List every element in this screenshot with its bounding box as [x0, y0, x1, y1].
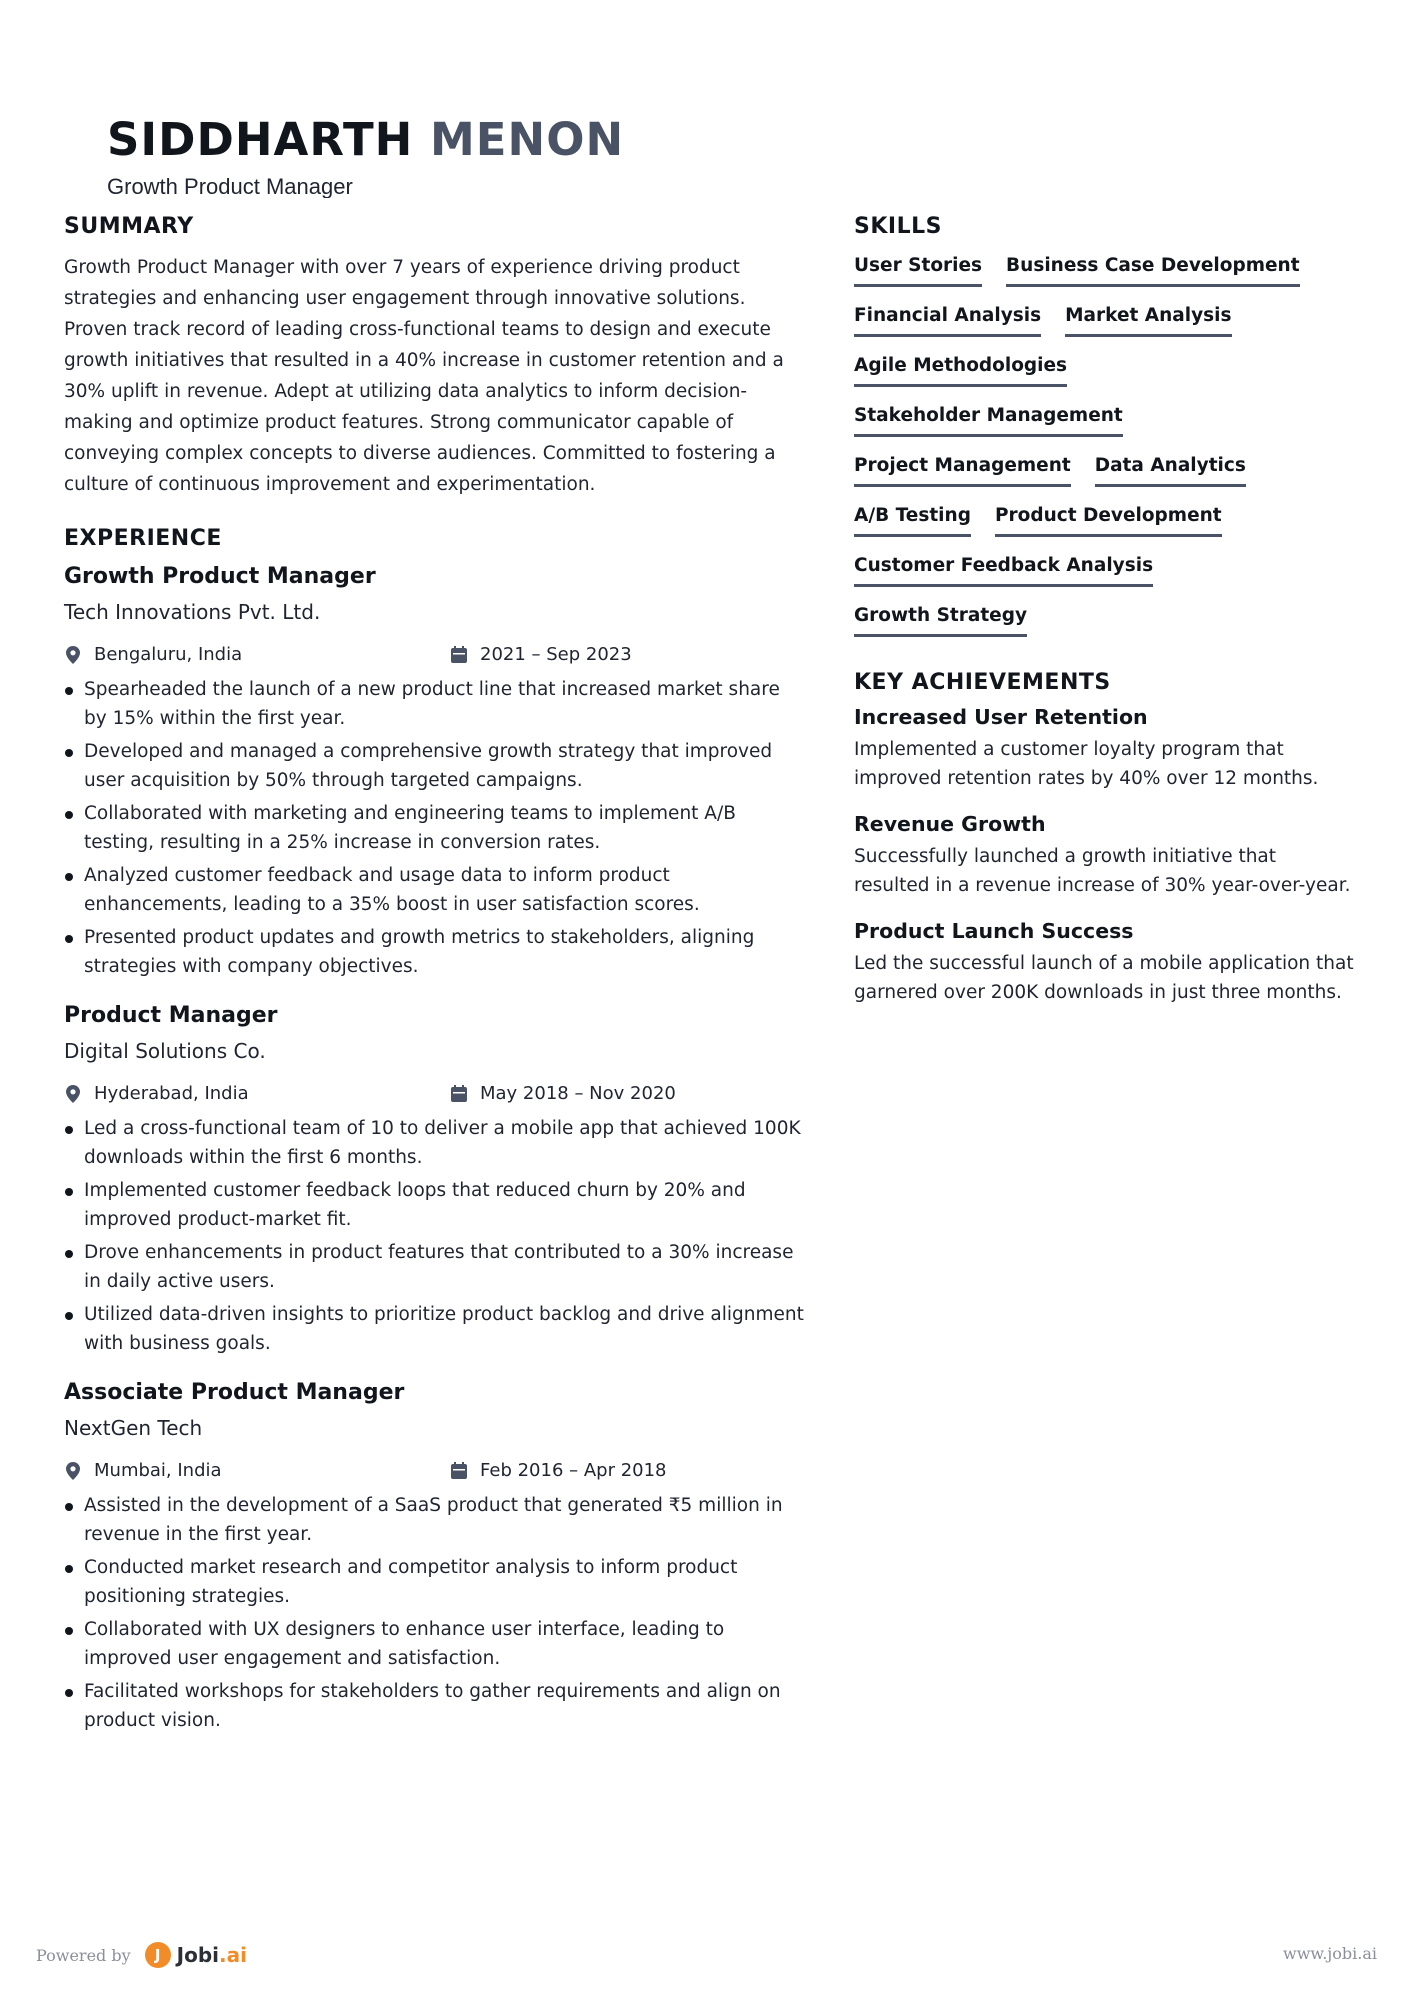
list-item: Conducted market research and competitor analysis to inform product positioning strategies.	[64, 1554, 804, 1611]
job-entry	[64, 560, 804, 981]
experience-title: EXPERIENCE	[64, 526, 222, 551]
achievement-title: Increased User Retention	[854, 705, 1148, 729]
job-dates-text: Feb 2016 – Apr 2018	[480, 1460, 667, 1481]
job-dates	[450, 1460, 667, 1481]
location-pin-icon	[64, 645, 82, 665]
calendar-icon	[450, 1084, 468, 1104]
job-meta	[64, 1456, 804, 1486]
jobi-wordmark	[177, 1943, 247, 1967]
job-location	[64, 644, 242, 665]
calendar-icon	[450, 1461, 468, 1481]
list-item: Developed and managed a comprehensive growth strategy that improved user acquisition by 50% through targeted campaigns.	[64, 738, 804, 795]
skills-title: SKILLS	[854, 214, 942, 239]
skills-section	[854, 212, 1354, 654]
job-location	[64, 1460, 222, 1481]
skill-tag: Stakeholder Management	[854, 404, 1123, 437]
list-item: Spearheaded the launch of a new product line that increased market share by 15% within the first year.	[64, 676, 804, 733]
skill-tag: Agile Methodologies	[854, 354, 1067, 387]
job-dates-text: May 2018 – Nov 2020	[480, 1083, 676, 1104]
first-name: SIDDHARTH	[107, 113, 414, 166]
skill-tag: Business Case Development	[1006, 254, 1300, 287]
location-pin-icon	[64, 1461, 82, 1481]
list-item: Assisted in the development of a SaaS product that generated ₹5 million in revenue in the first year.	[64, 1492, 804, 1549]
job-company: Tech Innovations Pvt. Ltd.	[64, 600, 321, 624]
job-location-text: Hyderabad, India	[94, 1083, 249, 1104]
job-company: NextGen Tech	[64, 1416, 203, 1440]
skill-tag: Growth Strategy	[854, 604, 1027, 637]
achievement-title: Revenue Growth	[854, 812, 1046, 836]
job-meta	[64, 640, 804, 670]
job-meta	[64, 1079, 804, 1109]
job-dates	[450, 644, 632, 665]
job-bullets	[64, 676, 804, 981]
achievement-title: Product Launch Success	[854, 919, 1134, 943]
brand-suffix: .ai	[219, 1943, 247, 1967]
job-title: Product Manager	[64, 1003, 278, 1028]
list-item: Presented product updates and growth metrics to stakeholders, aligning strategies with company objectives.	[64, 924, 804, 981]
achievement-desc: Led the successful launch of a mobile application that garnered over 200K downloads in just three months.	[854, 953, 1354, 1003]
skill-tag: User Stories	[854, 254, 982, 287]
powered-by-text: Powered by	[36, 1945, 131, 1965]
footer-website-link[interactable]: www.jobi.ai	[1283, 1944, 1377, 1963]
candidate-name	[107, 108, 1307, 172]
brand-name: Jobi	[176, 1943, 219, 1967]
list-item: Collaborated with UX designers to enhance user interface, leading to improved user engagement and satisfaction.	[64, 1616, 804, 1673]
resume-header	[107, 108, 1307, 198]
job-location	[64, 1083, 249, 1104]
calendar-icon	[450, 645, 468, 665]
job-title: Associate Product Manager	[64, 1380, 405, 1405]
list-item: Collaborated with marketing and engineering teams to implement A/B testing, resulting in a 25% increase in conversion rates.	[64, 800, 804, 857]
skill-tag: Financial Analysis	[854, 304, 1041, 337]
last-name: MENON	[430, 113, 625, 166]
job-company: Digital Solutions Co.	[64, 1039, 266, 1063]
list-item: Led a cross-functional team of 10 to deliver a mobile app that achieved 100K downloads within the first 6 months.	[64, 1115, 804, 1172]
achievement-item	[854, 809, 1354, 900]
skill-tag: Project Management	[854, 454, 1071, 487]
achievement-item	[854, 702, 1354, 793]
list-item: Drove enhancements in product features that contributed to a 30% increase in daily active users.	[64, 1239, 804, 1296]
list-item: Analyzed customer feedback and usage data to inform product enhancements, leading to a 35% boost in user satisfaction scores.	[64, 862, 804, 919]
skill-tag: A/B Testing	[854, 504, 971, 537]
job-bullets	[64, 1115, 804, 1358]
list-item: Implemented customer feedback loops that reduced churn by 20% and improved product-market fit.	[64, 1177, 804, 1234]
achievements-section	[854, 668, 1354, 1007]
job-entry	[64, 1376, 804, 1735]
left-column	[64, 212, 804, 1740]
job-location-text: Mumbai, India	[94, 1460, 222, 1481]
location-pin-icon	[64, 1084, 82, 1104]
achievement-desc: Successfully launched a growth initiative that resulted in a revenue increase of 30% year-over-year.	[854, 846, 1351, 896]
jobi-logo-icon: J	[145, 1942, 171, 1968]
skill-tag: Product Development	[995, 504, 1222, 537]
achievement-desc: Implemented a customer loyalty program that improved retention rates by 40% over 12 months.	[854, 739, 1319, 789]
skill-tag: Market Analysis	[1065, 304, 1231, 337]
list-item: Utilized data-driven insights to prioritize product backlog and drive alignment with business goals.	[64, 1301, 804, 1358]
skills-list	[854, 254, 1354, 654]
footer-branding[interactable]	[36, 1942, 247, 1968]
summary-title: SUMMARY	[64, 214, 194, 239]
job-bullets	[64, 1492, 804, 1735]
headline: Growth Product Manager	[107, 174, 353, 198]
skill-tag: Data Analytics	[1095, 454, 1246, 487]
list-item: Facilitated workshops for stakeholders to gather requirements and align on product vision.	[64, 1678, 804, 1735]
summary-section	[64, 212, 804, 500]
achievement-item	[854, 916, 1354, 1007]
job-dates	[450, 1083, 676, 1104]
job-location-text: Bengaluru, India	[94, 644, 243, 665]
job-title: Growth Product Manager	[64, 564, 376, 589]
experience-section	[64, 524, 804, 1735]
job-entry	[64, 999, 804, 1358]
job-dates-text: 2021 – Sep 2023	[480, 644, 632, 665]
skill-tag: Customer Feedback Analysis	[854, 554, 1153, 587]
summary-text: Growth Product Manager with over 7 years of experience driving product strategies and enhancing user engagement through innovative solutions. Proven track record of leading cross-functional teams to design and execute growth initiatives that resulted in a 40% increase in customer retention and a 30% uplift in revenue. Adept at utilizing data analytics to inform decision-making and optimize product features. Strong communicator capable of conveying complex concepts to diverse audiences. Committed to fostering a culture of continuous improvement and experimentation.	[64, 257, 784, 495]
achievements-title: KEY ACHIEVEMENTS	[854, 670, 1111, 695]
right-column	[854, 212, 1354, 1007]
